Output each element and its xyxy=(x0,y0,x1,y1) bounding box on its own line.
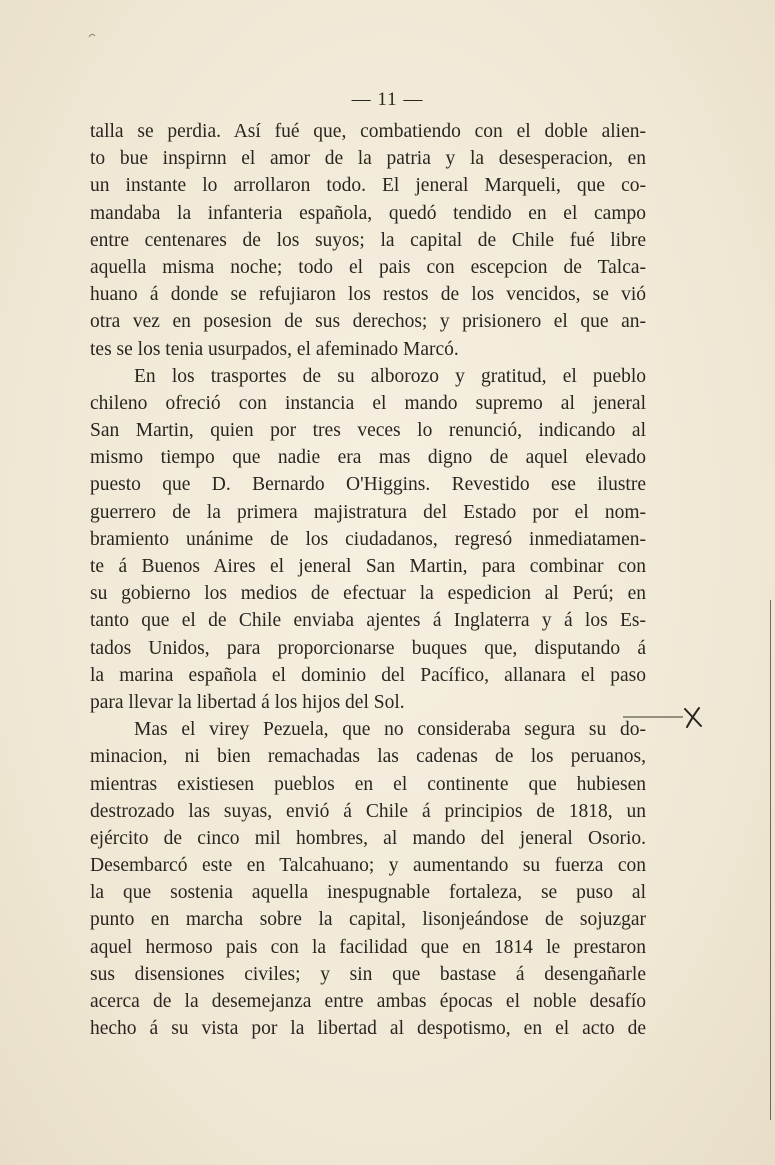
text-line: guerrero de la primera majistratura del Estado por el nom- xyxy=(90,501,646,523)
text-line: San Martin, quien por tres veces lo renunció, indicando al xyxy=(90,420,646,442)
text-line: sus disensiones civiles; y sin que bastase á desengañarle xyxy=(90,963,646,985)
text-line: entre centenares de los suyos; la capital de Chile fué libre xyxy=(90,229,646,251)
text-line: huano á donde se refujiaron los restos de los vencidos, se vió xyxy=(90,284,646,306)
text-line: para llevar la libertad á los hijos del Sol. xyxy=(90,691,405,713)
page-edge-line xyxy=(770,600,771,1120)
page-number: — 11 — xyxy=(351,89,424,110)
handwritten-margin-mark xyxy=(621,706,711,728)
text-line: hecho á su vista por la libertad al despotismo, en el acto de xyxy=(90,1018,646,1040)
text-line: otra vez en posesion de sus derechos; y prisionero el que an- xyxy=(90,311,646,333)
text-line: aquel hermoso pais con la facilidad que en 1814 le prestaron xyxy=(90,936,646,958)
text-line: tes se los tenia usurpados, el afeminado Marcó. xyxy=(90,338,459,360)
text-line: bramiento unánime de los ciudadanos, regresó inmediatamen- xyxy=(90,528,646,550)
paragraph-first-line: Mas el virey Pezuela, que no consideraba segura su do- xyxy=(134,719,646,741)
text-line: la que sostenia aquella inespugnable fortaleza, se puso al xyxy=(90,882,646,904)
text-line: ejército de cinco mil hombres, al mando del jeneral Osorio. xyxy=(90,827,646,849)
text-line: chileno ofreció con instancia el mando supremo al jeneral xyxy=(90,392,646,414)
text-line: talla se perdia. Así fué que, combatiendo con el doble alien- xyxy=(90,121,646,142)
text-line: punto en marcha sobre la capital, lisonjeándose de sojuzgar xyxy=(90,909,646,931)
corner-speck-mark xyxy=(88,26,96,34)
text-line: acerca de la desemejanza entre ambas épocas el noble desafío xyxy=(90,991,646,1012)
text-line: la marina española el dominio del Pacífico, allanara el paso xyxy=(90,664,646,686)
text-line: destrozado las suyas, envió á Chile á principios de 1818, un xyxy=(90,800,646,822)
text-line: su gobierno los medios de efectuar la espedicion al Perú; en xyxy=(90,583,646,605)
text-line: mismo tiempo que nadie era mas digno de aquel elevado xyxy=(90,447,646,469)
text-line: aquella misma noche; todo el pais con escepcion de Talca- xyxy=(90,256,646,278)
text-line: minacion, ni bien remachadas las cadenas de los peruanos, xyxy=(90,746,646,768)
text-line: to bue inspirnn el amor de la patria y la desesperacion, en xyxy=(90,148,646,170)
text-line: mandaba la infanteria española, quedó tendido en el campo xyxy=(90,202,646,224)
text-line: mientras existiesen pueblos en el continente que hubiesen xyxy=(90,773,646,795)
text-line: Desembarcó este en Talcahuano; y aumentando su fuerza con xyxy=(90,855,646,877)
text-line: un instante lo arrollaron todo. El jeneral Marqueli, que co- xyxy=(90,175,646,197)
body-text xyxy=(90,118,646,1042)
text-line: puesto que D. Bernardo O'Higgins. Revestido ese ilustre xyxy=(90,474,646,496)
text-line: te á Buenos Aires el jeneral San Martin, para combinar con xyxy=(90,556,646,577)
text-line: tados Unidos, para proporcionarse buques que, disputando á xyxy=(90,637,646,659)
text-line: tanto que el de Chile enviaba ajentes á Inglaterra y á los Es- xyxy=(90,610,646,632)
paragraph-first-line: En los trasportes de su alborozo y gratitud, el pueblo xyxy=(134,365,646,387)
